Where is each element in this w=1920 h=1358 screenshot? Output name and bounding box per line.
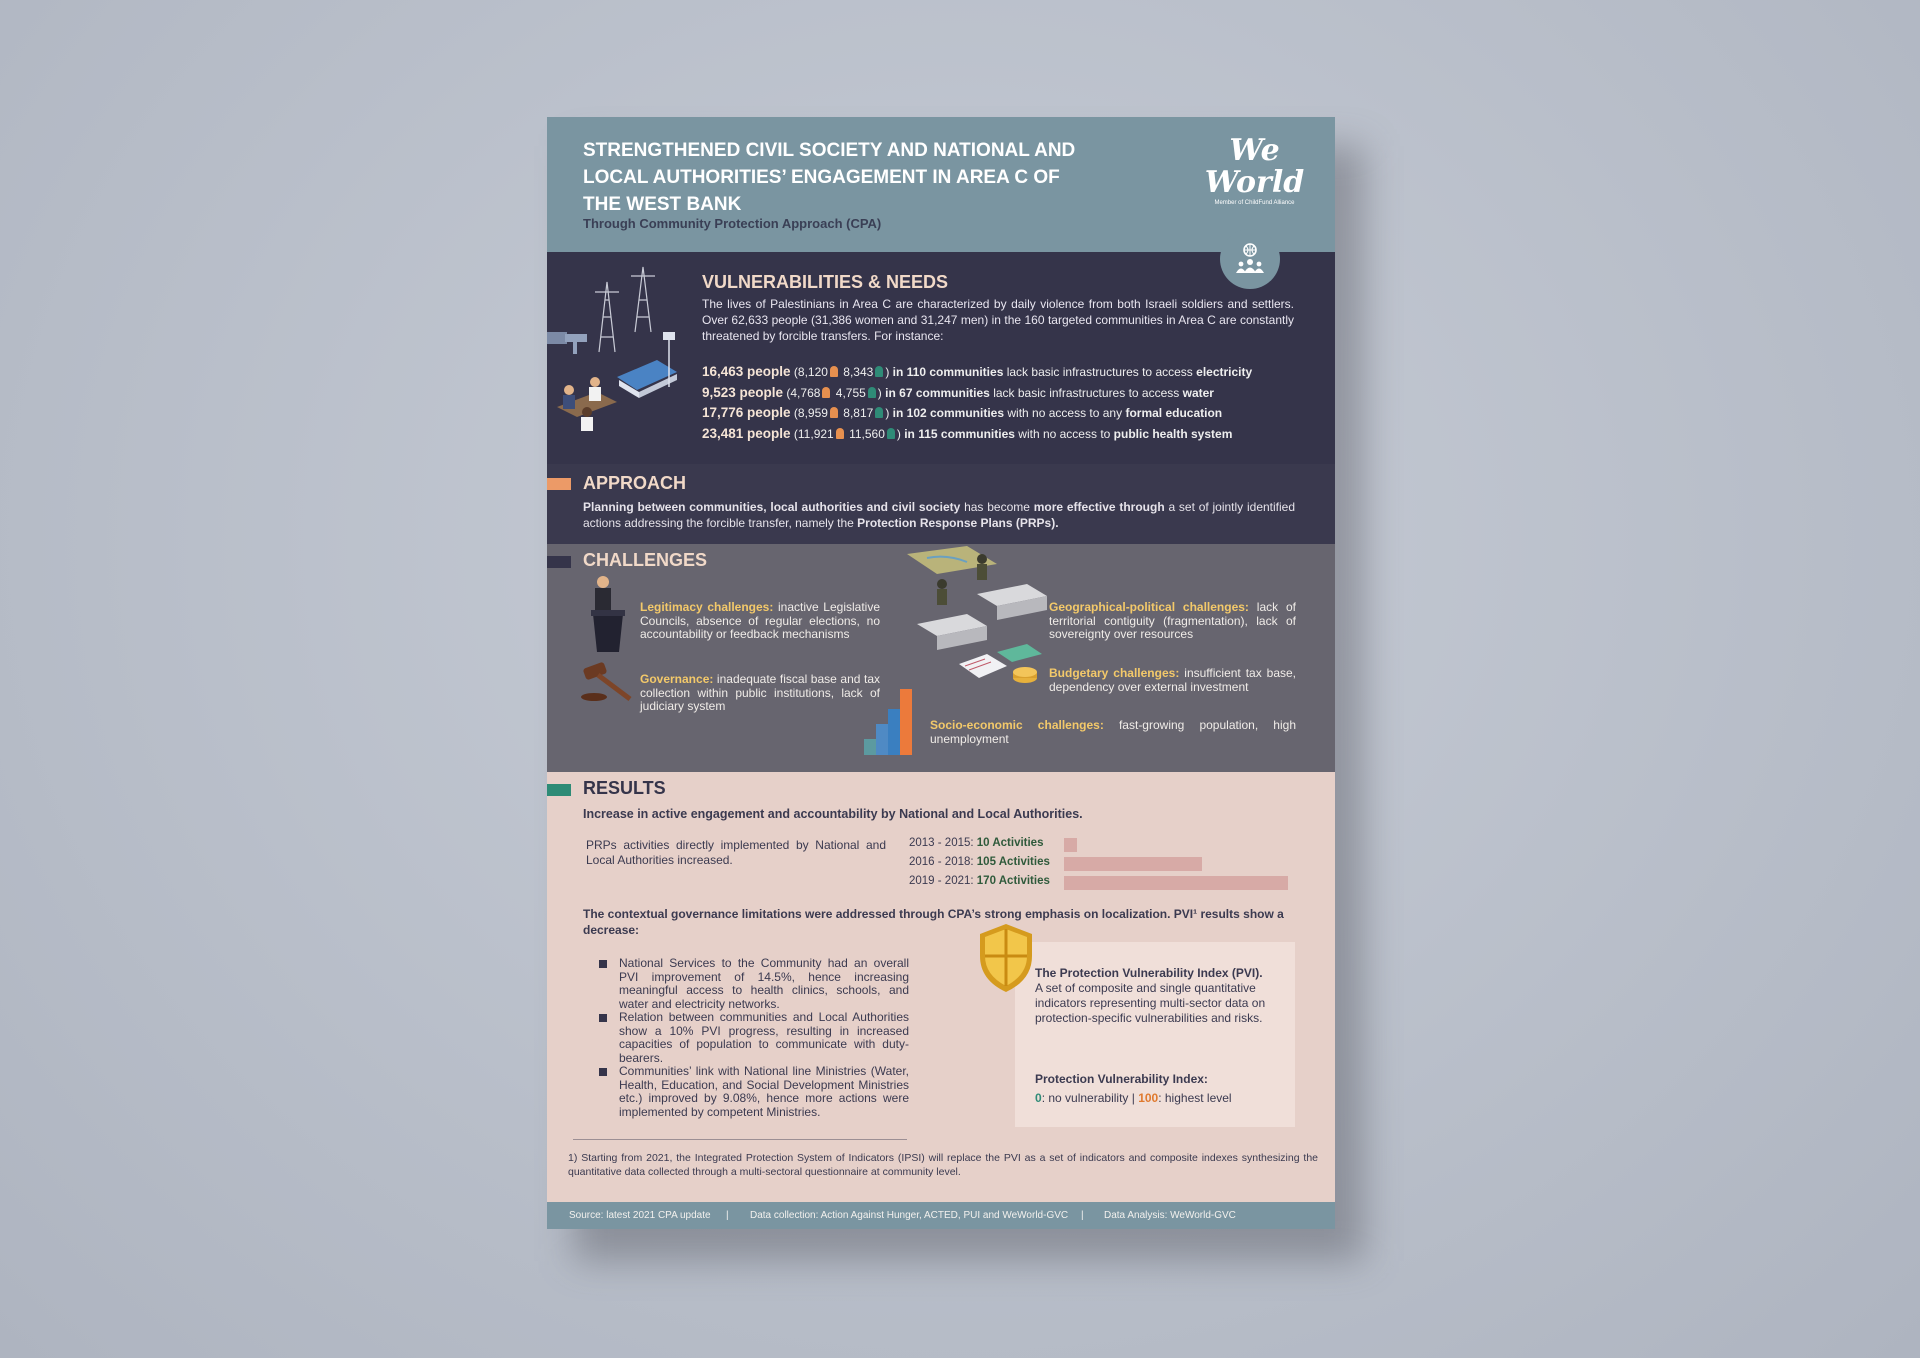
stat-need: electricity bbox=[1196, 365, 1253, 379]
challenge-label: Governance: bbox=[640, 672, 714, 686]
activities-row bbox=[909, 856, 1050, 868]
bullet-item bbox=[619, 1065, 909, 1119]
approach-bold: Protection Response Plans (PRPs). bbox=[857, 516, 1059, 530]
stat-need: water bbox=[1182, 385, 1214, 400]
stat-row-health: 23,481 people (11,921 11,560 ) in 115 communities with no access to public health system bbox=[702, 425, 1233, 441]
vulnerabilities-title: VULNERABILITIES & NEEDS bbox=[702, 272, 949, 292]
man-icon bbox=[875, 366, 883, 377]
woman-icon bbox=[830, 407, 838, 418]
man-icon bbox=[887, 428, 895, 439]
activities-label: 105 Activities bbox=[976, 856, 1050, 868]
approach-span: a set of jointly identified actions addressing the forcible transfer, namely the bbox=[583, 500, 1296, 530]
challenge-text: fast-growing population, high unemployment bbox=[930, 718, 1296, 746]
bullet-text: Relation between communities and Local Authorities show a 10% PVI progress, resulting in increased capacities of population to communicate with duty-bearers. bbox=[619, 1010, 909, 1065]
results-title: RESULTS bbox=[583, 778, 666, 798]
page-title: STRENGTHENED CIVIL SOCIETY AND NATIONAL AND LOCAL AUTHORITIES’ ENGAGEMENT IN AREA C OF THE WEST BANK bbox=[583, 140, 1076, 215]
challenge-socio-economic bbox=[930, 719, 1296, 746]
header bbox=[547, 117, 1335, 252]
stat-women: (8,959 bbox=[793, 406, 828, 420]
challenge-text: lack of territorial contiguity (fragmentation), lack of sovereignty over resources bbox=[1049, 600, 1296, 641]
challenges-title: CHALLENGES bbox=[583, 550, 708, 570]
podium-speaker-illustration bbox=[583, 574, 633, 654]
stat-men: 11,560 bbox=[849, 426, 885, 441]
stat-desc: lack basic infrastructures to access bbox=[1006, 365, 1193, 379]
pvi-zero: 0 bbox=[1035, 1091, 1042, 1105]
map-soldiers-illustration bbox=[897, 544, 1057, 654]
community-badge bbox=[1220, 229, 1280, 289]
activities-label: 10 Activities bbox=[976, 837, 1044, 849]
activities-period: 2019 - 2021: bbox=[909, 875, 977, 887]
vulnerabilities-text: The lives of Palestinians in Area C are characterized by daily violence from both Israeli soldiers and settlers. Over 62,633 people (31,386 women and 31,247 men) in the 160 targeted communities in Area C are constantly threatened by forcible transfers. For instance: bbox=[702, 297, 1294, 343]
bullet-square bbox=[599, 1068, 607, 1076]
prps-text: PRPs activities directly implemented by National and Local Authorities increased. bbox=[586, 838, 886, 867]
bullet-item bbox=[619, 1011, 909, 1065]
approach-bold: Planning between communities, local authorities and civil society bbox=[583, 500, 961, 514]
infrastructure-illustration bbox=[547, 262, 697, 462]
bullet-text: National Services to the Community had an overall PVI improvement of 14.5%, hence increasing meaningful access to health clinics, schools, and water and electricity networks. bbox=[619, 956, 909, 1011]
footer bbox=[547, 1202, 1335, 1229]
pvi-zero-label: : no vulnerability | bbox=[1041, 1091, 1139, 1105]
challenge-legitimacy bbox=[640, 601, 880, 642]
stat-row-electricity: 16,463 people (8,120 8,343 ) in 110 communities lack basic infrastructures to access electricity bbox=[702, 364, 1253, 379]
activities-row bbox=[909, 837, 1043, 849]
pvi-hundred-label: : highest level bbox=[1158, 1091, 1232, 1105]
challenge-text: insufficient tax base, dependency over external investment bbox=[1049, 666, 1297, 694]
stat-need: public health system bbox=[1113, 426, 1233, 441]
footer-source: Source: latest 2021 CPA update bbox=[569, 1210, 711, 1221]
stat-people: 17,776 people bbox=[702, 405, 791, 420]
pvi-scale-title: Protection Vulnerability Index: bbox=[1035, 1072, 1208, 1086]
footer-collection: Data collection: Action Against Hunger, ACTED, PUI and WeWorld-GVC bbox=[750, 1210, 1069, 1221]
infographic-sheet bbox=[547, 117, 1335, 1229]
pvi-description bbox=[1035, 966, 1271, 1026]
activities-bar bbox=[1064, 857, 1202, 871]
results-section bbox=[547, 772, 1335, 1202]
people-globe-icon bbox=[1235, 242, 1265, 276]
vulnerabilities-section bbox=[547, 252, 1335, 464]
bullet-square bbox=[599, 1014, 607, 1022]
results-lead: Increase in active engagement and accountability by National and Local Authorities. bbox=[583, 807, 1083, 821]
stat-row-water: 9,523 people (4,768 4,755 ) in 67 communities lack basic infrastructures to access water bbox=[702, 384, 1214, 400]
woman-icon bbox=[836, 428, 844, 439]
stat-women: (8,120 bbox=[793, 365, 828, 379]
approach-span: has become bbox=[960, 500, 1034, 514]
pvi-text: A set of composite and single quantitative indicators representing multi-sector data on protection-specific vulnerabilities and risks. bbox=[1035, 981, 1266, 1025]
stat-people: 23,481 people bbox=[702, 425, 791, 441]
approach-section bbox=[547, 464, 1335, 544]
stat-communities: in 115 communities bbox=[904, 426, 1015, 441]
stat-communities: in 110 communities bbox=[892, 365, 1004, 379]
stat-men: 8,343 bbox=[843, 365, 874, 379]
activities-label: 170 Activities bbox=[976, 875, 1050, 887]
logo-text: We World bbox=[1204, 133, 1305, 200]
challenge-budgetary bbox=[1049, 667, 1296, 694]
activities-period: 2013 - 2015: bbox=[909, 837, 977, 849]
footer-separator: | bbox=[1081, 1210, 1084, 1221]
challenge-label: Legitimacy challenges: bbox=[640, 600, 774, 614]
bullet-text: Communities’ link with National line Ministries (Water, Health, Education, and Social Development Ministries etc.) improved by 9.08%, hence more actions were implemented by competent Ministries. bbox=[619, 1064, 909, 1119]
woman-icon bbox=[830, 366, 838, 377]
footer-separator: | bbox=[726, 1210, 729, 1221]
approach-bold: more effective through bbox=[1033, 500, 1165, 514]
bullet-square bbox=[599, 960, 607, 968]
pvi-info-box bbox=[1015, 942, 1295, 1127]
logo-tagline: Member of ChildFund Alliance bbox=[1214, 200, 1295, 206]
stat-desc: lack basic infrastructures to access bbox=[993, 385, 1180, 400]
footnote: 1) Starting from 2021, the Integrated Protection System of Indicators (IPSI) will replace the PVI as a set of indicators and composite indexes synthesizing the quantitative data collected through a multi-sectoral questionnaire at community level. bbox=[568, 1152, 1318, 1178]
section-marker bbox=[547, 784, 571, 796]
gavel-icon bbox=[580, 659, 640, 704]
stat-men: 8,817 bbox=[843, 406, 874, 420]
challenges-section bbox=[547, 544, 1335, 772]
footer-analysis: Data Analysis: WeWorld-GVC bbox=[1104, 1210, 1236, 1221]
stat-men: 4,755 bbox=[835, 385, 866, 400]
bar-chart-icon bbox=[862, 684, 922, 759]
pvi-hundred: 100 bbox=[1138, 1091, 1159, 1105]
activities-period: 2016 - 2018: bbox=[909, 856, 977, 868]
activities-row bbox=[909, 875, 1050, 887]
man-icon bbox=[875, 407, 883, 418]
challenge-geographical bbox=[1049, 601, 1296, 642]
stat-need: formal education bbox=[1125, 406, 1223, 420]
stat-desc: with no access to any bbox=[1007, 406, 1123, 420]
money-coins-icon bbox=[957, 644, 1047, 699]
stat-row-education: 17,776 people (8,959 8,817 ) in 102 communities with no access to any formal education bbox=[702, 405, 1223, 420]
challenge-label: Geographical-political challenges: bbox=[1049, 600, 1249, 614]
context-text: The contextual governance limitations were addressed through CPA’s strong emphasis on localization. PVI¹ results show a decrease: bbox=[583, 907, 1284, 937]
stat-desc: with no access to bbox=[1018, 426, 1111, 441]
challenge-governance bbox=[640, 673, 880, 714]
pvi-title: The Protection Vulnerability Index (PVI). bbox=[1035, 966, 1263, 980]
stat-women: (4,768 bbox=[786, 385, 821, 400]
woman-icon bbox=[822, 387, 830, 398]
page-subtitle: Through Community Protection Approach (CPA) bbox=[583, 216, 882, 231]
approach-text bbox=[583, 499, 1295, 531]
challenge-text: inadequate fiscal base and tax collection within public institutions, lack of judiciary system bbox=[640, 672, 880, 713]
divider bbox=[573, 1139, 907, 1140]
section-marker bbox=[547, 478, 571, 490]
challenge-text: inactive Legislative Councils, absence of regular elections, no accountability or feedback mechanisms bbox=[640, 600, 880, 641]
section-marker bbox=[547, 556, 571, 568]
man-icon bbox=[868, 387, 876, 398]
stats-list bbox=[702, 362, 1302, 444]
challenge-label: Budgetary challenges: bbox=[1049, 666, 1180, 680]
pvi-scale bbox=[1035, 1091, 1232, 1105]
stat-women: (11,921 bbox=[793, 426, 834, 441]
shield-icon bbox=[977, 922, 1035, 994]
stat-communities: in 67 communities bbox=[885, 385, 990, 400]
stat-people: 9,523 people bbox=[702, 384, 784, 400]
weworld-logo bbox=[1197, 133, 1312, 206]
challenge-label: Socio-economic challenges: bbox=[930, 718, 1104, 732]
stat-people: 16,463 people bbox=[702, 364, 791, 379]
bullet-item bbox=[619, 957, 909, 1011]
activities-bar bbox=[1064, 876, 1288, 890]
stat-communities: in 102 communities bbox=[892, 406, 1005, 420]
activities-bar bbox=[1064, 838, 1077, 852]
approach-title: APPROACH bbox=[583, 473, 687, 493]
